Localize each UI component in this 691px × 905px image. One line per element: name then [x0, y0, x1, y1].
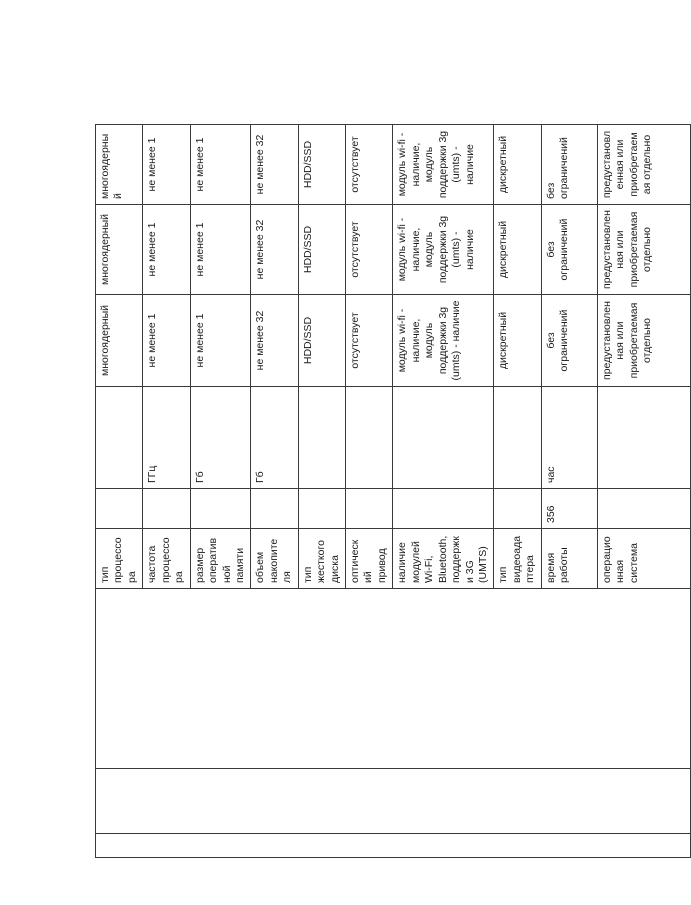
unit-cell: Гб	[190, 387, 251, 489]
unit-cell	[298, 387, 345, 489]
unit-cell	[393, 387, 494, 489]
unit-cell	[597, 387, 690, 489]
specification-table	[95, 124, 691, 858]
value-cell: без ограничений	[541, 295, 597, 387]
value-cell: отсутствует	[346, 125, 393, 205]
unit-cell: час	[541, 387, 597, 489]
qty-cell	[597, 489, 690, 529]
qty-cell	[298, 489, 345, 529]
blank-cell	[96, 589, 691, 769]
value-cell: предустановленная или приобретаемая отдельно	[597, 205, 690, 295]
qty-cell	[251, 489, 298, 529]
value-cell: отсутствует	[346, 295, 393, 387]
value-cell: многоядерный	[96, 205, 143, 295]
qty-cell	[143, 489, 190, 529]
qty-cell	[494, 489, 541, 529]
value-cell: дискретный	[494, 295, 541, 387]
value-cell: HDD/SSD	[298, 125, 345, 205]
value-cell: предустановленная или приобретаемая отдельно	[597, 125, 690, 205]
value-cell: не менее 1	[190, 205, 251, 295]
value-cell: HDD/SSD	[298, 295, 345, 387]
value-cell: отсутствует	[346, 205, 393, 295]
value-cell: многоядерный	[96, 295, 143, 387]
value-cell: модуль wi-fi - наличие, модуль поддержки 3g (umts) - наличие	[393, 295, 494, 387]
unit-cell: Гб	[251, 387, 298, 489]
value-cell: дискретный	[494, 125, 541, 205]
value-cell: модуль wi-fi - наличие, модуль поддержки 3g (umts) - наличие	[393, 125, 494, 205]
value-cell: не менее 1	[143, 205, 190, 295]
qty-cell: 356	[541, 489, 597, 529]
value-cell: HDD/SSD	[298, 205, 345, 295]
param-name: объем накопителя	[251, 529, 298, 589]
value-cell: предустановленная или приобретаемая отдельно	[597, 295, 690, 387]
value-cell: не менее 1	[143, 125, 190, 205]
value-cell: не менее 32	[251, 205, 298, 295]
param-name: наличие модулей Wi-Fi, Bluetooth, поддержки 3G (UMTS)	[393, 529, 494, 589]
value-cell: не менее 32	[251, 125, 298, 205]
unit-cell	[494, 387, 541, 489]
value-cell: многоядерный	[96, 125, 143, 205]
value-cell: не менее 32	[251, 295, 298, 387]
param-name: размер оперативной памяти	[190, 529, 251, 589]
blank-cell	[96, 769, 691, 834]
value-cell: модуль wi-fi - наличие, модуль поддержки 3g (umts) - наличие	[393, 205, 494, 295]
param-name: тип процессора	[96, 529, 143, 589]
value-cell: не менее 1	[143, 295, 190, 387]
qty-cell	[346, 489, 393, 529]
rotated-table-frame	[95, 125, 653, 858]
qty-cell	[190, 489, 251, 529]
value-cell: не менее 1	[190, 125, 251, 205]
value-cell: дискретный	[494, 205, 541, 295]
unit-cell	[346, 387, 393, 489]
blank-cell	[96, 834, 691, 858]
table-row	[96, 125, 143, 858]
param-name: оптический привод	[346, 529, 393, 589]
param-name: тип видеоадаптера	[494, 529, 541, 589]
param-name: частота процессора	[143, 529, 190, 589]
value-cell: без ограничений	[541, 125, 597, 205]
param-name: время работы	[541, 529, 597, 589]
value-cell: без ограничений	[541, 205, 597, 295]
qty-cell	[393, 489, 494, 529]
unit-cell: ГГц	[143, 387, 190, 489]
qty-cell	[96, 489, 143, 529]
value-cell: не менее 1	[190, 295, 251, 387]
param-name: тип жесткого диска	[298, 529, 345, 589]
param-name: операционная система	[597, 529, 690, 589]
unit-cell	[96, 387, 143, 489]
